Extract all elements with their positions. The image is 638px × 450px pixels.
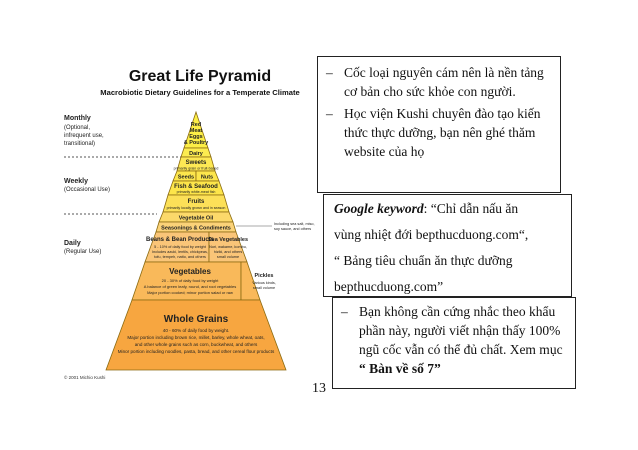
note-item-2: – Học viện Kushi chuyên đào tạo kiến thức thực dưỡng, bạn nên ghé thăm website của họ — [318, 104, 560, 161]
keyword-line-3: “ Bảng tiêu chuẩn ăn thực dưỡng — [334, 253, 513, 268]
sea-veg-sub-3: small volume — [216, 255, 240, 259]
portion-list — [333, 302, 575, 378]
side-note-2: soy sauce, and others — [274, 227, 312, 231]
pickles-sub-1: Various kinds, — [252, 281, 276, 285]
copyright: © 2001 Michio Kushi — [64, 375, 106, 380]
beans-label: Beans & Bean Products — [145, 237, 215, 243]
grains-label: Whole Grains — [163, 314, 229, 325]
beans-sub-1: 5 - 10% of daily food by weight — [154, 245, 206, 249]
keyword-text-1: : “Chỉ dẫn nấu ăn — [423, 201, 519, 216]
vegetables-sub-2: A balance of green leafy, round, and root vegetables — [143, 284, 237, 289]
label-monthly-sub-3: transitional) — [64, 141, 96, 147]
label-daily-sub: (Regular Use) — [64, 249, 102, 255]
seasonings-label: Seasonings & Condiments — [161, 225, 231, 232]
dairy-label: Dairy — [189, 151, 203, 157]
fruits-sub: primarily locally grown and in season — [166, 206, 226, 210]
sea-veg-sub-1: Nori, wakame, kombu, — [209, 245, 247, 249]
nuts-label: Nuts — [200, 174, 214, 181]
keyword-line-1 — [334, 196, 571, 222]
meat-label: Red Meat Eggs & Poultry — [183, 122, 209, 146]
page-number: 13 — [312, 381, 326, 396]
sea-veg-sub-2: hiziki, and others — [213, 250, 243, 254]
oil-label: Vegetable Oil — [178, 215, 214, 222]
label-monthly-sub-2: infrequent use, — [64, 133, 104, 139]
keyword-line-2: vùng nhiệt đới bepthucduong.com“, — [334, 227, 529, 242]
keyword-label: Google keyword — [334, 201, 424, 216]
fish-sub: primarily white-meat fish — [176, 190, 216, 194]
label-daily: Daily — [64, 240, 81, 247]
side-note-1: Including sea salt, miso, — [274, 222, 315, 226]
fish-label: Fish & Seafood — [174, 184, 218, 190]
vegetables-sub-3: Major portion cooked; minor portion salad or raw — [147, 290, 233, 295]
vegetables-sub-1: 20 - 30% of daily food by weight — [161, 278, 219, 283]
label-monthly-sub-1: (Optional, — [64, 125, 91, 131]
beans-sub-3: tofu, tempeh, natto, and others — [154, 255, 206, 259]
note-list — [318, 63, 560, 161]
sea-veg-label: Sea Vegetables — [207, 237, 249, 243]
vegetables-label: Vegetables — [169, 267, 211, 276]
grains-sub-1: 40 - 60% of daily food by weight. — [162, 328, 230, 333]
grains-sub-4: Minor portion including noodles, pasta, bread, and other cereal flour products — [117, 349, 275, 354]
pyramid-subtitle: Macrobiotic Dietary Guidelines for a Temperate Climate — [100, 88, 300, 97]
label-monthly: Monthly — [64, 115, 91, 122]
keyword-box — [323, 194, 572, 297]
note-item-1: – Cốc loại nguyên cám nên là nền tảng cơ bản cho sức khỏe con người. — [318, 63, 560, 101]
pyramid-title: Great Life Pyramid — [128, 68, 272, 85]
grains-sub-2: Major portion including brown rice, millet, barley, whole wheat, oats, — [127, 335, 265, 340]
note-box-portion — [332, 297, 576, 389]
label-weekly: Weekly — [64, 178, 88, 185]
seeds-label: Seeds — [177, 174, 195, 181]
pickles-sub-2: small volume — [252, 286, 276, 290]
sweets-sub: primarily grain or fruit-based — [173, 166, 219, 171]
note-box-kushi — [317, 56, 561, 193]
beans-sub-2: Includes azuki, lentils, chickpeas, — [152, 250, 208, 254]
grains-sub-3: and other whole grains such as corn, buckwheat, and others — [134, 342, 258, 347]
fruits-label: Fruits — [187, 199, 205, 205]
keyword-line-4: bepthucduong.com” — [334, 279, 444, 294]
pickles-label: Pickles — [254, 273, 274, 279]
portion-item — [333, 302, 575, 378]
portion-emphasis: “ Bàn về số 7” — [359, 361, 441, 376]
frequency-labels — [64, 115, 110, 255]
label-weekly-sub: (Occasional Use) — [64, 187, 111, 193]
portion-text: Bạn không cần cứng nhắc theo khẩu phần này, người viết nhận thấy 100% ngũ cốc vẫn có thể đủ chất. Xem mục — [359, 304, 563, 357]
sweets-label: Sweets — [185, 160, 207, 166]
